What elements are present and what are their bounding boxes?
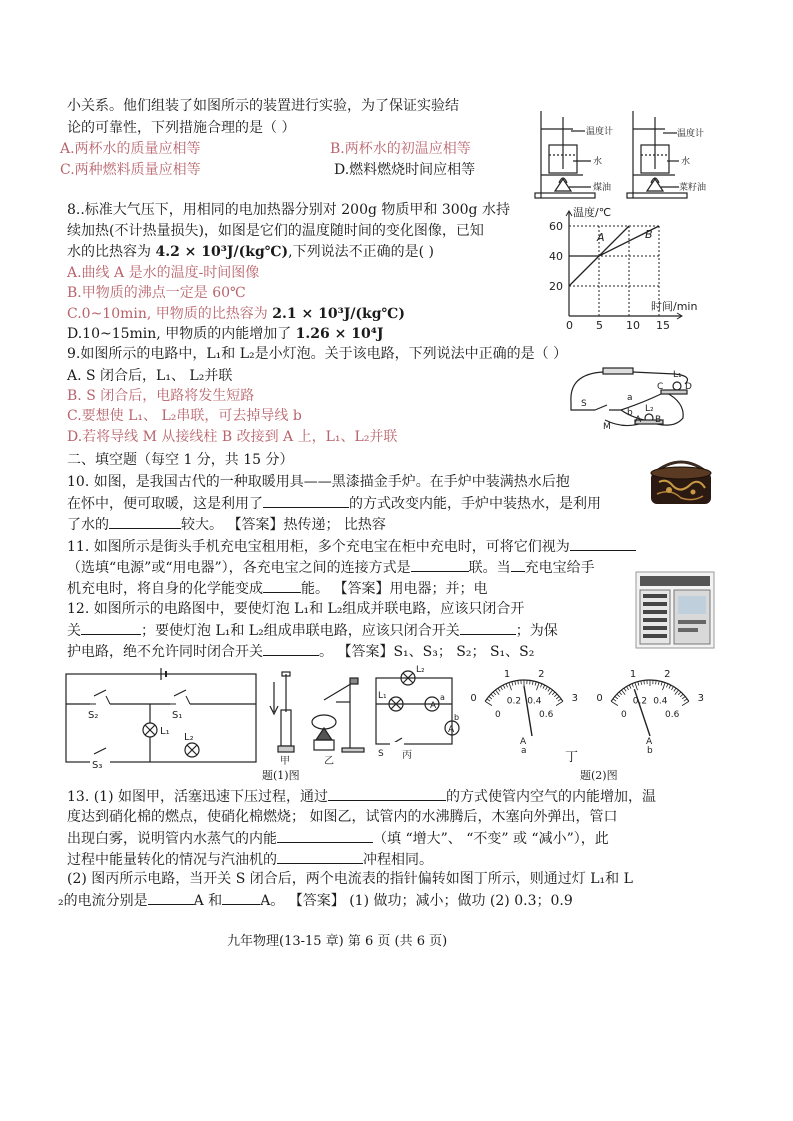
ammeter-a-needle xyxy=(524,686,532,736)
q8-option-b: B.甲物质的沸点一定是 60℃ xyxy=(67,285,246,301)
q11-line2-post: 联。当 xyxy=(468,560,511,576)
q8-option-d xyxy=(67,324,383,344)
q8-formula-water: 4.2 × 10³J/(kg℃) xyxy=(155,244,289,260)
q10-line2-pre: 在怀中，便可取暖，这是利用了 xyxy=(67,496,263,512)
fig-ding-ammeters xyxy=(464,664,714,756)
q8-option-d-formula: 1.26 × 10⁴J xyxy=(295,326,384,342)
ammeter-b-tick xyxy=(684,699,687,701)
q9-label-m: M xyxy=(603,422,611,432)
q12-line2-mid: ；要使灯泡 L₁和 L₂组成串联电路，应该只闭合开关 xyxy=(141,623,460,639)
ammeter-b-tick xyxy=(629,685,631,689)
q13-blank-2[interactable] xyxy=(277,828,373,843)
fig-bing-label-s: S xyxy=(378,749,384,759)
ammeter-a-tick xyxy=(515,681,516,685)
q12-label-l2: L₂ xyxy=(184,732,194,743)
ammeter-b-tick xyxy=(682,701,689,705)
q13-line3-post: （填 “增大”、 “不变” 或 “减小”），此 xyxy=(373,831,609,847)
ammeter-b-tick-label: 1 xyxy=(629,668,637,680)
ammeter-b-tick-label: 0.2 xyxy=(632,696,648,707)
q12-label-s2: S₂ xyxy=(88,710,99,721)
q13-line4-pre: 过程中能量转化的情况与汽油机的 xyxy=(67,852,277,868)
ammeter-a-tick xyxy=(536,683,539,691)
q8-temperature-time-chart xyxy=(545,204,715,334)
ammeter-b-tick xyxy=(641,681,642,685)
q8-option-c xyxy=(67,304,405,324)
ammeter-a-tick xyxy=(556,701,563,705)
ammeter-a-tick-label: 0.6 xyxy=(539,709,554,720)
q11-line2-pre: （选填“电源”或“用电器”），各充电宝之间的连接方式是 xyxy=(67,560,411,576)
ammeter-a-tick xyxy=(543,685,545,689)
x-tick-label: 15 xyxy=(656,319,670,332)
q9-label-terminal-b: B xyxy=(655,415,662,425)
ammeter-a-tick xyxy=(487,699,490,701)
ammeter-b-tick xyxy=(627,686,629,689)
ammeter-a-tick xyxy=(554,694,557,697)
ammeter-b-tick xyxy=(680,694,683,697)
y-tick-label: 40 xyxy=(549,250,563,263)
ammeter-b-unit-label: A xyxy=(646,737,653,747)
ammeter-a-tick xyxy=(558,699,561,701)
q9-label-b: b xyxy=(627,408,633,418)
fig-bing-label-a: a xyxy=(440,693,445,702)
q10-line3-pre: 了水的 xyxy=(67,517,109,533)
ammeter-b-tick xyxy=(658,681,659,685)
ammeter-a-tick xyxy=(556,696,559,699)
y-axis-label: 温度/℃ xyxy=(573,206,612,219)
x-axis-label: 时间/min xyxy=(651,300,698,313)
x-tick-label: 0 xyxy=(566,319,573,332)
q11-line1 xyxy=(67,536,636,557)
ammeter-a-tick xyxy=(512,682,513,686)
ammeter-a-tick-label: 0.2 xyxy=(506,696,522,707)
ammeter-b-tick xyxy=(682,696,685,699)
q12-line3-post: 。 【答案】S₁、S₃； S₂； S₁、S₂ xyxy=(319,644,535,660)
ammeter-a-tick-label: 0 xyxy=(470,693,477,705)
ammeter-b-tick xyxy=(669,685,671,689)
ammeter-b-tick-label: 3 xyxy=(697,693,704,705)
fig-bing-label-l1: L₁ xyxy=(378,691,387,701)
fig-bing-label: 丙 xyxy=(402,750,412,761)
ammeter-b-tick xyxy=(662,683,665,691)
x-tick-label: 10 xyxy=(626,319,640,332)
ammeter-a-tick xyxy=(518,680,519,684)
ammeter-b-tick xyxy=(613,699,616,701)
ammeter-b-tick-label: 2 xyxy=(664,668,671,680)
q7-intro-line1: 小关系。他们组装了如图所示的装置进行实验，为了保证实验结 xyxy=(67,98,459,114)
q8-line3-post: ,下列说法不正确的是( ) xyxy=(288,244,434,260)
q9-label-c: C xyxy=(657,382,664,392)
q7-label-fuel-right: 菜籽油 xyxy=(679,183,707,193)
fig-bing-ammeter-a: A xyxy=(430,701,437,711)
ammeter-a-tick xyxy=(503,685,505,689)
ammeter-a-tick xyxy=(545,686,547,689)
ammeter-a-tick xyxy=(549,690,553,695)
q13-blank-5[interactable] xyxy=(222,890,260,905)
q11-line2-tail: 充电宝给手 xyxy=(524,560,595,576)
q13-line3 xyxy=(67,828,609,849)
ammeter-b-tick xyxy=(619,692,622,695)
q8-line1: 8..标准大气压下，用相同的电加热器分别对 200g 物质甲和 300g 水持 xyxy=(67,202,510,218)
q13-line1-pre: 13. (1) 如图甲，活塞迅速下压过程，通过 xyxy=(67,789,328,805)
ammeter-b-tick xyxy=(644,680,645,684)
q7-label-thermometer: 温度计 xyxy=(586,127,614,137)
q9-label-s: S xyxy=(581,399,587,409)
q7-apparatus-figure xyxy=(533,103,708,200)
q11-line3-pre: 机充电时，将自身的化学能变成 xyxy=(67,581,263,597)
series-label-B: B xyxy=(645,228,653,241)
ammeter-a-tag: a xyxy=(521,746,527,756)
q9-label-l2: L₂ xyxy=(645,404,654,414)
ammeter-a-tick-label: 0.4 xyxy=(527,696,542,707)
ammeter-a-tick xyxy=(489,696,492,699)
q8-option-d-pre: D.10~15min, 甲物质的内能增加了 xyxy=(67,326,296,342)
q7-option-b: B.两杯水的初温应相等 xyxy=(330,141,471,157)
fig-bing-circuit xyxy=(372,664,467,768)
ammeter-b-tick xyxy=(624,688,626,691)
fig-bing-label-b: b xyxy=(454,713,460,722)
fig-jia-piston xyxy=(268,672,300,768)
q8-line2: 续加热(不计热量损失)，如图是它们的温度随时间的变化图像，已知 xyxy=(67,223,484,239)
q9-option-d: D.若将导线 M 从接线柱 B 改接到 A 上，L₁、L₂并联 xyxy=(67,429,398,445)
ammeter-b-tick xyxy=(635,683,638,691)
q13-line4-post: 冲程相同。 xyxy=(363,852,433,868)
q9-stem: 9.如图所示的电路中，L₁和 L₂是小灯泡。关于该电路，下列说法中正确的是（ ） xyxy=(67,346,568,362)
q11-blank-1[interactable] xyxy=(570,536,636,551)
q13-line6 xyxy=(58,890,573,911)
ammeter-b-tick xyxy=(656,680,657,684)
ammeter-a-tick xyxy=(491,694,494,697)
q7-option-d: D.燃料燃烧时间应相等 xyxy=(334,162,476,178)
q13-blank-4[interactable] xyxy=(148,890,194,905)
q10-line2-post: 的方式改变内能，手炉中装热水，是利用 xyxy=(349,496,601,512)
q13-line6-mid: A 和 xyxy=(193,893,223,909)
q11-blank-4[interactable] xyxy=(263,578,301,593)
q9-circuit-figure xyxy=(565,362,710,434)
q7-intro-line2: 论的可靠性，下列措施合理的是（ ） xyxy=(67,120,296,136)
q8-line3 xyxy=(67,242,434,262)
q12-blank-3[interactable] xyxy=(263,641,319,656)
ammeter-b-tick xyxy=(638,682,639,686)
q10-line3 xyxy=(67,514,386,535)
q11-line1-pre: 11. 如图所示是街头手机充电宝租用柜，多个充电宝在柜中充电时，可将它们视为 xyxy=(67,539,570,555)
ammeter-a-tick-label: 1 xyxy=(503,668,511,680)
ammeter-a-unit-label: A xyxy=(520,737,527,747)
q13-line1-post: 的方式使管内空气的内能增加，温 xyxy=(446,789,656,805)
q12-line2 xyxy=(67,620,558,641)
q7-option-c: C.两种燃料质量应相等 xyxy=(60,162,201,178)
q13-line4 xyxy=(67,849,433,870)
ammeter-a-tick xyxy=(506,684,508,688)
q12-blank-2[interactable] xyxy=(460,620,516,635)
q12-line2-pre: 关 xyxy=(67,623,81,639)
ammeter-b-tick xyxy=(611,701,618,705)
ammeter-a-tick xyxy=(485,701,492,705)
ammeter-b-tick xyxy=(678,692,681,695)
fig-yi-test-tube xyxy=(306,674,368,768)
q12-label-l1: L₁ xyxy=(160,726,170,737)
ammeter-a-tick xyxy=(535,682,536,686)
fig-ding-label: 丁 xyxy=(565,750,579,765)
q12-blank-1[interactable] xyxy=(81,620,141,635)
ammeter-a-tick xyxy=(501,686,503,689)
hand-warmer-image xyxy=(647,452,715,506)
ammeter-a-tick xyxy=(530,680,531,684)
fig-caption-1: 题(1)图 xyxy=(262,769,300,782)
ammeter-b-tick xyxy=(615,696,618,699)
ammeter-b-tick-label: 0 xyxy=(596,693,603,705)
q10-line2 xyxy=(67,493,601,514)
ammeter-a-tick-label: 0 xyxy=(494,709,501,720)
q12-label-s3: S₃ xyxy=(92,760,103,771)
y-tick-label: 60 xyxy=(549,220,563,233)
q10-blank-1[interactable] xyxy=(263,493,349,508)
ammeter-a-tick xyxy=(495,690,499,695)
ammeter-a-tick xyxy=(493,692,496,695)
q13-line6-post: A。 【答案】 (1) 做功；减小；做功 (2) 0.3；0.9 xyxy=(260,893,573,909)
q13-line3-pre: 出现白雾，说明管内水蒸气的内能 xyxy=(67,831,277,847)
q10-line3-post: 较大。 【答案】热传递； 比热容 xyxy=(181,517,386,533)
ammeter-a-tick xyxy=(532,681,533,685)
ammeter-b-tick xyxy=(666,684,668,688)
q9-label-l1: L₁ xyxy=(673,370,682,380)
fig-bing-ammeter-b: A xyxy=(448,725,455,735)
q13-blank-1[interactable] xyxy=(328,786,446,801)
q9-label-terminal-a: A xyxy=(635,415,642,425)
ammeter-a-tick xyxy=(498,688,500,691)
q9-option-a: A. S 闭合后，L₁、 L₂并联 xyxy=(67,368,233,384)
q12-circuit-figure xyxy=(62,666,267,771)
ammeter-b-tick-label: 0.4 xyxy=(653,696,668,707)
q11-line3 xyxy=(67,578,487,599)
series-label-A: A xyxy=(597,231,605,244)
section2-title: 二、填空题（每空 1 分，共 15 分） xyxy=(67,452,294,468)
q13-line1 xyxy=(67,786,656,807)
q7-label-water-right: 水 xyxy=(681,157,691,167)
ammeter-a-tick xyxy=(509,683,512,691)
y-tick-label: 20 xyxy=(549,280,563,293)
q7-option-a: A.两杯水的质量应相等 xyxy=(60,141,201,157)
q7-label-water-left: 水 xyxy=(593,157,603,167)
q13-blank-3[interactable] xyxy=(277,849,363,864)
q12-line1: 12. 如图所示的电路图中，要使灯泡 L₁和 L₂组成并联电路，应该只闭合开 xyxy=(67,601,525,617)
ammeter-b-tick xyxy=(674,688,676,691)
fig-yi-label: 乙 xyxy=(324,756,334,767)
q10-blank-2[interactable] xyxy=(109,514,181,529)
q13-line2: 度达到硝化棉的燃点，使硝化棉燃烧； 如图乙，试管内的水沸腾后，木塞向外弹出，管口 xyxy=(67,809,618,825)
q9-option-c: C.要想使 L₁、 L₂串联，可去掉导线 b xyxy=(67,408,302,424)
page-footer: 九年物理(13-15 章) 第 6 页 (共 6 页) xyxy=(227,934,448,949)
power-bank-cabinet-image xyxy=(630,570,720,650)
fig-jia-label: 甲 xyxy=(280,756,290,767)
q12-line2-post: ；为保 xyxy=(515,623,558,639)
q8-line3-pre: 水的比热容为 xyxy=(67,244,156,260)
q11-line2 xyxy=(67,557,595,578)
q10-line1: 10. 如图，是我国古代的一种取暖用具——黑漆描金手炉。在手炉中装满热水后抱 xyxy=(67,474,570,490)
ammeter-a-tick xyxy=(540,684,542,688)
q8-option-c-formula: 2.1 × 10³J/(kg℃) xyxy=(272,306,405,322)
ammeter-b-tick xyxy=(632,684,634,688)
fig-bing-label-l2: L₂ xyxy=(416,665,425,675)
ammeter-a-tick-label: 3 xyxy=(571,693,578,705)
q7-label-thermometer-right: 温度计 xyxy=(677,129,705,139)
q12-line3 xyxy=(67,641,534,662)
q8-option-a: A.曲线 A 是水的温度-时间图像 xyxy=(67,265,260,281)
ammeter-b-tick-label: 0 xyxy=(620,709,627,720)
ammeter-b-tick xyxy=(617,694,620,697)
ammeter-b-tick xyxy=(661,682,662,686)
q12-label-s1: S₁ xyxy=(172,710,183,721)
q9-option-b: B. S 闭合后，电路将发生短路 xyxy=(67,388,255,404)
x-tick-label: 5 xyxy=(596,319,603,332)
ammeter-a-tick-label: 2 xyxy=(538,668,545,680)
q9-label-d: D xyxy=(685,382,692,392)
q9-label-a: a xyxy=(627,393,633,403)
q8-option-c-pre: C.0~10min, 甲物质的比热容为 xyxy=(67,306,273,322)
ammeter-a-tick xyxy=(552,692,555,695)
q11-blank-2[interactable] xyxy=(411,557,469,572)
ammeter-b-tick xyxy=(675,690,679,695)
fig-caption-2: 题(2)图 xyxy=(580,769,618,782)
q11-line3-post: 能。 【答案】用电器；并；电 xyxy=(301,581,488,597)
ammeter-a-tick xyxy=(548,688,550,691)
ammeter-b-tick xyxy=(621,690,625,695)
q13-line6-pre: ₂的电流分别是 xyxy=(58,893,148,909)
q11-blank-3[interactable] xyxy=(511,557,525,572)
q13-line5: (2) 图丙所示电路，当开关 S 闭合后，两个电流表的指针偏转如图丁所示，则通过灯 L₁和 L xyxy=(67,871,633,887)
ammeter-b-tick xyxy=(671,686,673,689)
ammeter-b-tag: b xyxy=(647,746,653,756)
q12-line3-pre: 护电路，绝不允许同时闭合开关 xyxy=(67,644,263,660)
ammeter-b-tick-label: 0.6 xyxy=(665,709,680,720)
q7-label-fuel-left: 煤油 xyxy=(593,183,612,193)
